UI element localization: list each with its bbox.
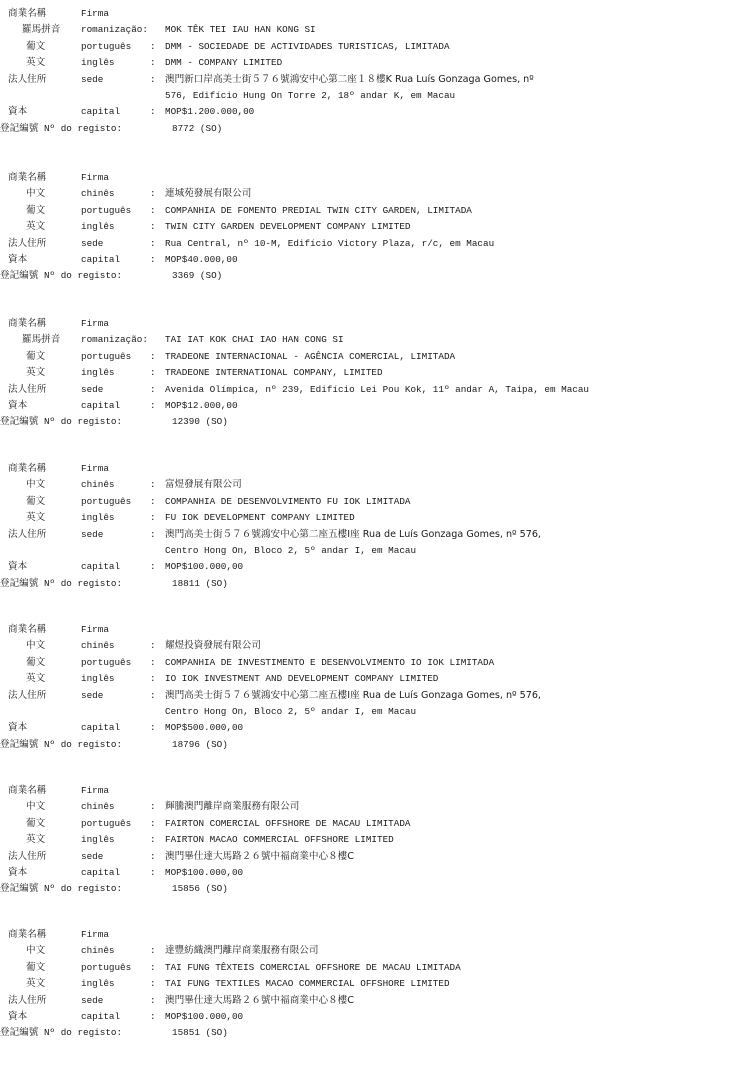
- field-value: [150, 849, 354, 865]
- field-value-text: MOP$12.000,00: [165, 400, 238, 411]
- field-label-cjk: 葡文: [26, 495, 46, 507]
- field-label-pt: capital: [81, 400, 121, 411]
- field-value: [150, 39, 450, 55]
- field-value-text: 澳門新口岸高美士街５７６號鴻安中心第二座１８樓K Rua Luís Gonzaga Gomes, nº: [165, 73, 534, 85]
- field-colon: :: [150, 801, 156, 813]
- header-label-cjk: 商業名稱: [8, 624, 47, 635]
- field-value: [150, 799, 299, 815]
- registration-label-pt: Nº do registo:: [43, 1027, 123, 1039]
- header-label-pt: Firma: [81, 8, 109, 19]
- field-row: [0, 993, 730, 1009]
- field-value-text: DMM - SOCIEDADE DE ACTIVIDADES TURISTICAS, LIMITADA: [165, 40, 450, 52]
- registration-number: [172, 268, 222, 284]
- registration-label-cjk: 登記編號: [0, 416, 39, 428]
- registration-number-value: 18796: [172, 738, 200, 750]
- field-value: [150, 960, 461, 976]
- field-row: [0, 219, 730, 235]
- field-continuation: [0, 704, 730, 720]
- field-value-text: 澳門畢仕達大馬路２６號中福商業中心８樓C: [165, 850, 354, 862]
- field-row: [0, 688, 730, 704]
- field-label-pt: português: [81, 204, 132, 216]
- field-colon: :: [150, 237, 156, 249]
- field-label-pt: sede: [81, 689, 104, 701]
- registration-label-cjk: 登記編號: [0, 883, 39, 895]
- field-value-text: 耀煜投資發展有限公司: [165, 640, 261, 652]
- field-value-text: TRADEONE INTERNACIONAL - AGÊNCIA COMERCIAL, LIMITADA: [165, 350, 456, 362]
- field-value-text: Avenida Olímpica, nº 239, Edifício Lei Pou Kok, 11º andar A, Taipa, em Macau: [165, 383, 590, 395]
- field-colon: :: [150, 512, 156, 524]
- field-value: [150, 527, 541, 543]
- field-row: [0, 976, 730, 992]
- field-value-text: 達豐紡織澳門離岸商業服務有限公司: [165, 945, 319, 957]
- registration-row: [0, 414, 730, 430]
- field-label-pt: capital: [81, 867, 121, 878]
- field-label-cjk: 法人住所: [8, 994, 47, 1006]
- company-record: [0, 316, 730, 466]
- field-row: [0, 477, 730, 493]
- field-label-pt: sede: [81, 528, 104, 540]
- field-label-cjk: 英文: [26, 512, 46, 524]
- field-label-cjk: 資本: [8, 1011, 28, 1022]
- field-label-cjk: 中文: [26, 640, 46, 652]
- field-value-text: MOP$100.000,00: [165, 867, 244, 878]
- header-label-cjk: 商業名稱: [8, 463, 47, 474]
- record-header: [0, 6, 730, 22]
- field-value-text: TAI FUNG TÊXTEIS COMERCIAL OFFSHORE DE MACAU LIMITADA: [165, 961, 461, 973]
- field-colon: :: [150, 383, 156, 395]
- field-label-cjk: 資本: [8, 722, 28, 734]
- registration-label-pt: Nº do registo:: [43, 122, 123, 134]
- registration-row: [0, 268, 730, 284]
- field-label-pt: romanização:: [81, 24, 148, 36]
- registration-number: [172, 881, 228, 897]
- field-label-cjk: 中文: [26, 801, 46, 813]
- field-row: [0, 382, 730, 398]
- registration-number-value: 8772: [172, 122, 195, 134]
- field-label-cjk: 中文: [26, 945, 46, 957]
- registration-so: (SO): [205, 416, 228, 428]
- registration-so: (SO): [199, 270, 223, 282]
- header-label-cjk: 商業名稱: [8, 318, 47, 329]
- field-colon: :: [150, 961, 156, 973]
- field-value-text: FAIRTON COMERCIAL OFFSHORE DE MACAU LIMITADA: [165, 817, 411, 829]
- header-label-cjk: 商業名稱: [8, 8, 47, 19]
- field-value: [150, 477, 242, 493]
- field-value: [150, 186, 251, 202]
- field-colon: :: [150, 188, 156, 200]
- record-header: [0, 622, 730, 638]
- field-label-cjk: 資本: [8, 106, 28, 118]
- field-label-pt: sede: [81, 73, 104, 85]
- field-value-text: Rua Central, nº 10-M, Edifício Victory Plaza, r/c, em Macau: [165, 237, 495, 249]
- field-value-text: COMPANHIA DE FOMENTO PREDIAL TWIN CITY GARDEN, LIMITADA: [165, 204, 472, 216]
- field-row: [0, 398, 730, 414]
- field-row: [0, 332, 730, 348]
- company-record: [0, 461, 730, 611]
- field-value: [150, 349, 455, 365]
- field-colon: :: [150, 850, 156, 862]
- registration-row: [0, 121, 730, 137]
- field-colon: :: [150, 528, 156, 540]
- registration-row: [0, 1025, 730, 1041]
- company-record: [0, 170, 730, 320]
- field-label-pt: capital: [81, 254, 121, 265]
- field-value-continuation: Centro Hong On, Bloco 2, 5º andar I, em Macau: [165, 545, 417, 556]
- field-row: [0, 960, 730, 976]
- registration-number: [172, 576, 228, 592]
- field-row: [0, 655, 730, 671]
- header-label-cjk: 商業名稱: [8, 929, 47, 940]
- field-label-cjk: 葡文: [26, 204, 46, 216]
- field-colon: :: [150, 640, 156, 652]
- field-label-pt: sede: [81, 237, 104, 249]
- field-label-cjk: 資本: [8, 867, 28, 878]
- field-label-pt: chinês: [81, 479, 115, 491]
- field-colon: :: [150, 479, 156, 491]
- field-row: [0, 203, 730, 219]
- field-colon: :: [150, 817, 156, 829]
- field-row: [0, 527, 730, 543]
- field-continuation: [0, 88, 730, 104]
- registration-number-value: 15856: [172, 883, 200, 895]
- registration-so: (SO): [205, 577, 228, 589]
- field-label-cjk: 英文: [26, 367, 46, 379]
- field-label-cjk: 法人住所: [8, 237, 47, 249]
- registration-label: [0, 121, 122, 137]
- record-header: [0, 316, 730, 332]
- field-row: [0, 720, 730, 736]
- registration-number-value: 18811: [172, 577, 200, 589]
- field-value-text: 連城苑發展有限公司: [165, 188, 252, 200]
- field-row: [0, 832, 730, 848]
- registration-number-value: 12390: [172, 416, 200, 428]
- field-label-pt: sede: [81, 994, 104, 1006]
- registration-label-pt: Nº do registo:: [43, 416, 123, 428]
- registration-label: [0, 268, 122, 284]
- field-label-cjk: 法人住所: [8, 383, 47, 395]
- field-row: [0, 252, 730, 268]
- field-label-cjk: 葡文: [26, 350, 46, 362]
- registration-number: [172, 1025, 228, 1041]
- field-value-text: MOP$1.200.000,00: [165, 106, 255, 118]
- field-value-text: 澳門高美士街５７６號鴻安中心第二座五樓I座 Rua de Luís Gonzaga Gomes, nº 576,: [165, 528, 541, 540]
- registration-label: [0, 576, 122, 592]
- field-value: [150, 1009, 243, 1025]
- field-label-cjk: 葡文: [26, 40, 46, 52]
- field-label-pt: chinês: [81, 801, 115, 813]
- field-label-pt: chinês: [81, 640, 115, 652]
- field-value: [150, 655, 494, 671]
- field-label-cjk: 法人住所: [8, 689, 47, 701]
- field-value: [150, 816, 410, 832]
- registration-label-cjk: 登記編號: [0, 122, 39, 134]
- field-label-pt: capital: [81, 106, 121, 118]
- field-row: [0, 494, 730, 510]
- field-continuation: [0, 543, 730, 559]
- field-label-pt: sede: [81, 383, 104, 395]
- field-label-cjk: 羅馬拼音: [22, 334, 61, 346]
- field-colon: :: [150, 495, 156, 507]
- field-value-text: FU IOK DEVELOPMENT COMPANY LIMITED: [165, 512, 355, 524]
- registration-so: (SO): [199, 122, 223, 134]
- field-value-text: IO IOK INVESTMENT AND DEVELOPMENT COMPANY LIMITED: [165, 673, 439, 685]
- field-row: [0, 799, 730, 815]
- field-value-text: TAI IAT KOK CHAI IAO HAN CONG SI: [165, 334, 344, 346]
- registration-number-value: 3369: [172, 270, 195, 282]
- field-row: [0, 816, 730, 832]
- field-value-text: 澳門高美士街５７６號鴻安中心第二座五樓I座 Rua de Luís Gonzaga Gomes, nº 576,: [165, 689, 541, 701]
- field-colon: :: [150, 994, 156, 1006]
- field-label-pt: inglês: [81, 221, 115, 233]
- field-value-text: DMM - COMPANY LIMITED: [165, 57, 283, 69]
- field-row: [0, 55, 730, 71]
- field-label-cjk: 中文: [26, 479, 46, 491]
- field-value: [150, 236, 494, 252]
- field-colon: :: [150, 1011, 156, 1022]
- field-row: [0, 186, 730, 202]
- field-label-pt: português: [81, 961, 132, 973]
- field-label-pt: inglês: [81, 512, 115, 524]
- field-label-cjk: 英文: [26, 221, 46, 233]
- field-colon: :: [150, 673, 156, 685]
- field-label-pt: sede: [81, 850, 104, 862]
- registration-so: (SO): [205, 883, 228, 895]
- field-value-text: 澳門畢仕達大馬路２６號中福商業中心８樓C: [165, 994, 354, 1006]
- field-colon: :: [150, 350, 156, 362]
- field-label-cjk: 英文: [26, 978, 46, 990]
- field-label-cjk: 葡文: [26, 961, 46, 973]
- header-label-pt: Firma: [81, 929, 109, 940]
- field-value: [150, 332, 344, 348]
- company-record: [0, 927, 730, 1077]
- field-value-text: COMPANHIA DE DESENVOLVIMENTO FU IOK LIMITADA: [165, 495, 411, 507]
- field-value-text: MOK TÊK TEI IAU HAN KONG SI: [165, 24, 316, 36]
- field-label-pt: inglês: [81, 834, 115, 846]
- field-label-pt: português: [81, 495, 132, 507]
- registration-label-cjk: 登記編號: [0, 270, 39, 282]
- field-row: [0, 104, 730, 120]
- field-value: [150, 365, 383, 381]
- field-value: [150, 252, 238, 268]
- field-value: [150, 720, 243, 736]
- registration-so: (SO): [205, 738, 228, 750]
- header-label-pt: Firma: [81, 318, 109, 329]
- field-label-cjk: 英文: [26, 673, 46, 685]
- field-label-cjk: 英文: [26, 57, 46, 69]
- field-label-pt: inglês: [81, 57, 115, 69]
- field-value: [150, 865, 243, 881]
- record-header: [0, 783, 730, 799]
- field-row: [0, 39, 730, 55]
- field-value: [150, 638, 261, 654]
- field-colon: :: [150, 73, 156, 85]
- field-row: [0, 236, 730, 252]
- header-label-pt: Firma: [81, 785, 109, 796]
- field-row: [0, 510, 730, 526]
- field-label-pt: romanização:: [81, 334, 148, 346]
- registration-number-value: 15851: [172, 1027, 200, 1039]
- field-label-cjk: 葡文: [26, 817, 46, 829]
- field-colon: :: [150, 689, 156, 701]
- field-row: [0, 72, 730, 88]
- registration-label-cjk: 登記編號: [0, 1027, 39, 1039]
- field-row: [0, 943, 730, 959]
- field-value-text: MOP$100.000,00: [165, 1011, 244, 1022]
- field-row: [0, 559, 730, 575]
- field-value: [150, 943, 319, 959]
- registration-number: [172, 414, 228, 430]
- field-label-pt: capital: [81, 561, 121, 573]
- registration-label: [0, 737, 122, 753]
- field-value-text: MOP$500.000,00: [165, 722, 244, 734]
- registration-row: [0, 881, 730, 897]
- field-row: [0, 365, 730, 381]
- field-value: [150, 398, 238, 414]
- field-colon: :: [150, 254, 156, 265]
- field-colon: :: [150, 57, 156, 69]
- field-label-cjk: 法人住所: [8, 850, 47, 862]
- field-colon: :: [150, 400, 156, 411]
- field-label-cjk: 中文: [26, 188, 46, 200]
- field-row: [0, 1009, 730, 1025]
- record-header: [0, 170, 730, 186]
- header-label-pt: Firma: [81, 463, 109, 474]
- field-label-pt: inglês: [81, 978, 115, 990]
- field-value: [150, 993, 354, 1009]
- company-record: [0, 622, 730, 772]
- field-label-pt: capital: [81, 1011, 121, 1022]
- field-label-pt: português: [81, 40, 132, 52]
- registration-label-pt: Nº do registo:: [43, 270, 123, 282]
- registration-label-pt: Nº do registo:: [43, 883, 123, 895]
- registration-label-cjk: 登記編號: [0, 738, 39, 750]
- field-label-cjk: 資本: [8, 561, 28, 573]
- field-colon: :: [150, 978, 156, 990]
- field-label-pt: inglês: [81, 367, 115, 379]
- registration-row: [0, 737, 730, 753]
- registration-number: [172, 737, 228, 753]
- header-label-pt: Firma: [81, 624, 109, 635]
- field-colon: :: [150, 722, 156, 734]
- field-label-cjk: 法人住所: [8, 73, 47, 85]
- registration-label: [0, 1025, 122, 1041]
- field-row: [0, 865, 730, 881]
- field-label-cjk: 資本: [8, 254, 28, 265]
- field-value-text: TWIN CITY GARDEN DEVELOPMENT COMPANY LIMITED: [165, 221, 411, 233]
- registration-so: (SO): [205, 1027, 228, 1039]
- field-label-cjk: 葡文: [26, 656, 46, 668]
- field-row: [0, 849, 730, 865]
- field-row: [0, 671, 730, 687]
- field-label-pt: inglês: [81, 673, 115, 685]
- field-label-pt: português: [81, 656, 132, 668]
- record-header: [0, 927, 730, 943]
- field-value-text: FAIRTON MACAO COMMERCIAL OFFSHORE LIMITED: [165, 834, 394, 846]
- field-label-cjk: 資本: [8, 400, 28, 411]
- field-label-pt: português: [81, 350, 132, 362]
- field-value: [150, 219, 410, 235]
- field-label-cjk: 英文: [26, 834, 46, 846]
- field-value-text: 富煜發展有限公司: [165, 479, 242, 491]
- field-value: [150, 671, 438, 687]
- header-label-pt: Firma: [81, 172, 109, 183]
- field-value: [150, 55, 282, 71]
- field-value: [150, 203, 472, 219]
- company-record: [0, 6, 730, 156]
- field-value-text: MOP$100.000,00: [165, 561, 244, 573]
- field-value: [150, 976, 450, 992]
- registration-number: [172, 121, 222, 137]
- field-colon: :: [150, 106, 156, 118]
- registration-label-pt: Nº do registo:: [43, 738, 123, 750]
- field-value-text: TAI FUNG TEXTILES MACAO COMMERCIAL OFFSHORE LIMITED: [165, 978, 450, 990]
- field-row: [0, 349, 730, 365]
- field-value-text: TRADEONE INTERNATIONAL COMPANY, LIMITED: [165, 367, 383, 379]
- field-value: [150, 510, 355, 526]
- field-colon: :: [150, 221, 156, 233]
- field-colon: :: [150, 656, 156, 668]
- field-label-pt: português: [81, 817, 132, 829]
- field-value-text: COMPANHIA DE INVESTIMENTO E DESENVOLVIMENTO IO IOK LIMITADA: [165, 656, 495, 668]
- header-label-cjk: 商業名稱: [8, 172, 47, 183]
- registration-row: [0, 576, 730, 592]
- field-value-text: 輝騰澳門離岸商業服務有限公司: [165, 801, 300, 813]
- company-record: [0, 783, 730, 933]
- field-colon: :: [150, 867, 156, 878]
- field-colon: :: [150, 40, 156, 52]
- field-colon: :: [150, 367, 156, 379]
- field-value: [150, 832, 394, 848]
- field-value-text: MOP$40.000,00: [165, 254, 238, 265]
- field-colon: :: [150, 945, 156, 957]
- field-colon: :: [150, 834, 156, 846]
- field-value-continuation: Centro Hong On, Bloco 2, 5º andar I, em Macau: [165, 706, 417, 717]
- registration-label-cjk: 登記編號: [0, 577, 39, 589]
- registration-label: [0, 881, 122, 897]
- field-row: [0, 638, 730, 654]
- field-value: [150, 22, 316, 38]
- field-label-cjk: 羅馬拼音: [22, 24, 61, 36]
- field-label-pt: capital: [81, 722, 121, 734]
- field-label-cjk: 法人住所: [8, 528, 47, 540]
- field-value-continuation: 576, Edifício Hung On Torre 2, 18º andar K, em Macau: [165, 90, 456, 101]
- field-value: [150, 104, 254, 120]
- field-value: [150, 382, 589, 398]
- field-value: [150, 688, 541, 704]
- field-value: [150, 494, 410, 510]
- field-value: [150, 559, 243, 575]
- field-colon: :: [150, 561, 156, 573]
- field-label-pt: chinês: [81, 188, 115, 200]
- field-colon: :: [150, 204, 156, 216]
- record-header: [0, 461, 730, 477]
- registration-label: [0, 414, 122, 430]
- header-label-cjk: 商業名稱: [8, 785, 47, 796]
- field-label-pt: chinês: [81, 945, 115, 957]
- registration-label-pt: Nº do registo:: [43, 577, 123, 589]
- field-value: [150, 72, 534, 88]
- field-row: [0, 22, 730, 38]
